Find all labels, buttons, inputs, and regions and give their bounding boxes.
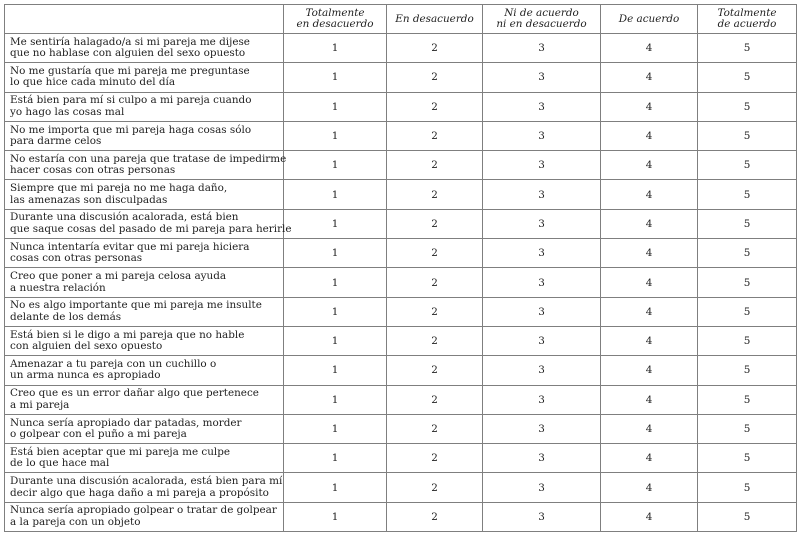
scale-option-2: 2 (387, 209, 483, 238)
item-statement-line: a nuestra relación (10, 281, 106, 294)
scale-option-4: 4 (601, 297, 698, 326)
scale-option-2: 2 (387, 473, 483, 502)
item-statement-line: las amenazas son disculpadas (10, 193, 168, 206)
scale-option-4: 4 (601, 121, 698, 150)
scale-option-1: 1 (284, 297, 387, 326)
scale-option-1: 1 (284, 92, 387, 121)
table-row (5, 151, 797, 180)
scale-option-3: 3 (483, 385, 601, 414)
header-row (5, 5, 797, 34)
column-header-line: Totalmente (305, 7, 365, 19)
item-statement (5, 444, 284, 473)
column-header-4 (601, 5, 698, 34)
scale-option-3: 3 (483, 121, 601, 150)
scale-option-4: 4 (601, 473, 698, 502)
scale-option-4: 4 (601, 385, 698, 414)
item-statement-line: Está bien aceptar que mi pareja me culpe (10, 445, 231, 458)
item-statement (5, 121, 284, 150)
scale-option-3: 3 (483, 444, 601, 473)
scale-option-1: 1 (284, 239, 387, 268)
scale-option-5: 5 (698, 268, 797, 297)
table-body (5, 34, 797, 532)
table-row (5, 473, 797, 502)
scale-option-4: 4 (601, 151, 698, 180)
scale-option-3: 3 (483, 63, 601, 92)
scale-option-5: 5 (698, 502, 797, 531)
scale-option-4: 4 (601, 356, 698, 385)
scale-option-1: 1 (284, 209, 387, 238)
item-statement-line: un arma nunca es apropiado (10, 369, 161, 382)
item-statement-line: delante de los demás (10, 310, 122, 323)
scale-option-1: 1 (284, 473, 387, 502)
scale-option-2: 2 (387, 268, 483, 297)
scale-option-1: 1 (284, 180, 387, 209)
scale-option-2: 2 (387, 121, 483, 150)
table-row (5, 239, 797, 268)
scale-option-3: 3 (483, 326, 601, 355)
item-statement-line: Está bien para mí si culpo a mi pareja cuando (10, 94, 252, 107)
scale-option-4: 4 (601, 92, 698, 121)
scale-option-3: 3 (483, 92, 601, 121)
scale-option-4: 4 (601, 414, 698, 443)
scale-option-1: 1 (284, 414, 387, 443)
scale-option-5: 5 (698, 326, 797, 355)
column-header-line: Ni de acuerdo (504, 7, 579, 19)
table-row (5, 356, 797, 385)
scale-option-2: 2 (387, 444, 483, 473)
scale-option-3: 3 (483, 414, 601, 443)
column-header-line: ni en desacuerdo (496, 18, 587, 30)
item-statement-line: de lo que hace mal (10, 457, 110, 470)
scale-option-4: 4 (601, 209, 698, 238)
table-row (5, 34, 797, 63)
item-statement-line: Creo que poner a mi pareja celosa ayuda (10, 270, 227, 283)
table-row (5, 326, 797, 355)
column-header-1 (284, 5, 387, 34)
column-header-3 (483, 5, 601, 34)
scale-option-5: 5 (698, 239, 797, 268)
scale-option-5: 5 (698, 444, 797, 473)
table-row (5, 444, 797, 473)
item-statement-line: que no hablase con alguien del sexo opuesto (10, 47, 246, 60)
scale-option-4: 4 (601, 326, 698, 355)
column-header-line: En desacuerdo (395, 12, 474, 25)
scale-option-3: 3 (483, 473, 601, 502)
scale-option-2: 2 (387, 180, 483, 209)
item-statement (5, 297, 284, 326)
scale-option-5: 5 (698, 473, 797, 502)
item-statement-line: Creo que es un error dañar algo que pertenece (10, 387, 259, 400)
scale-option-4: 4 (601, 239, 698, 268)
scale-option-2: 2 (387, 356, 483, 385)
item-statement (5, 473, 284, 502)
scale-option-5: 5 (698, 180, 797, 209)
table-row (5, 385, 797, 414)
scale-option-5: 5 (698, 385, 797, 414)
item-statement-line: lo que hice cada minuto del día (10, 76, 176, 89)
item-statement-line: No me importa que mi pareja haga cosas sólo (10, 123, 252, 136)
scale-option-5: 5 (698, 356, 797, 385)
item-statement-line: Nunca intentaría evitar que mi pareja hiciera (10, 240, 250, 253)
table-row (5, 121, 797, 150)
item-statement (5, 326, 284, 355)
scale-option-3: 3 (483, 209, 601, 238)
table-row (5, 92, 797, 121)
scale-option-5: 5 (698, 151, 797, 180)
scale-option-4: 4 (601, 34, 698, 63)
scale-option-1: 1 (284, 385, 387, 414)
table-row (5, 180, 797, 209)
scale-option-4: 4 (601, 268, 698, 297)
item-statement-line: que saque cosas del pasado de mi pareja para herirle (10, 222, 292, 235)
item-statement-line: No es algo importante que mi pareja me insulte (10, 299, 262, 312)
survey-table-container (4, 4, 797, 532)
scale-option-2: 2 (387, 502, 483, 531)
item-statement-line: Me sentiría halagado/a si mi pareja me dijese (10, 35, 250, 48)
scale-option-1: 1 (284, 502, 387, 531)
scale-option-1: 1 (284, 444, 387, 473)
scale-option-2: 2 (387, 297, 483, 326)
scale-option-1: 1 (284, 268, 387, 297)
scale-option-4: 4 (601, 502, 698, 531)
scale-option-5: 5 (698, 34, 797, 63)
item-statement (5, 180, 284, 209)
scale-option-5: 5 (698, 297, 797, 326)
scale-option-3: 3 (483, 356, 601, 385)
scale-option-3: 3 (483, 268, 601, 297)
scale-option-1: 1 (284, 121, 387, 150)
item-statement-line: con alguien del sexo opuesto (10, 340, 163, 353)
item-statement (5, 92, 284, 121)
item-statement-line: a mi pareja (10, 398, 70, 411)
item-statement (5, 34, 284, 63)
scale-option-5: 5 (698, 121, 797, 150)
scale-option-1: 1 (284, 151, 387, 180)
attitudes-survey-table (4, 4, 797, 532)
column-header-line: Totalmente (717, 7, 777, 19)
table-row (5, 297, 797, 326)
item-statement (5, 414, 284, 443)
item-statement (5, 209, 292, 238)
scale-option-4: 4 (601, 180, 698, 209)
item-statement (5, 385, 284, 414)
scale-option-2: 2 (387, 34, 483, 63)
scale-option-2: 2 (387, 92, 483, 121)
item-statement-line: cosas con otras personas (10, 252, 143, 265)
scale-option-2: 2 (387, 63, 483, 92)
scale-option-1: 1 (284, 326, 387, 355)
item-statement-line: No estaría con una pareja que tratase de impedirme (10, 152, 287, 165)
scale-option-1: 1 (284, 63, 387, 92)
item-statement-line: No me gustaría que mi pareja me preguntase (10, 64, 250, 77)
column-header-2 (387, 5, 483, 34)
item-statement (5, 63, 284, 92)
scale-option-2: 2 (387, 151, 483, 180)
scale-option-2: 2 (387, 326, 483, 355)
scale-option-1: 1 (284, 34, 387, 63)
item-statement (5, 356, 284, 385)
table-row (5, 502, 797, 531)
scale-option-2: 2 (387, 239, 483, 268)
item-statement (5, 151, 287, 180)
table-row (5, 209, 797, 238)
item-statement-line: Durante una discusión acalorada, está bien para mí (10, 475, 283, 488)
scale-option-2: 2 (387, 414, 483, 443)
item-statement (5, 268, 284, 297)
item-statement-line: Nunca sería apropiado dar patadas, morder (10, 416, 242, 429)
scale-option-5: 5 (698, 92, 797, 121)
scale-option-1: 1 (284, 356, 387, 385)
item-statement-line: Está bien si le digo a mi pareja que no hable (10, 328, 245, 341)
column-header-line: en desacuerdo (296, 18, 374, 30)
item-statement-line: Siempre que mi pareja no me haga daño, (10, 182, 228, 195)
table-row (5, 63, 797, 92)
item-statement-line: decir algo que haga daño a mi pareja a propósito (10, 486, 269, 499)
item-statement-line: para darme celos (10, 135, 102, 148)
scale-option-3: 3 (483, 151, 601, 180)
scale-option-5: 5 (698, 63, 797, 92)
item-statement-line: hacer cosas con otras personas (10, 164, 176, 177)
scale-option-3: 3 (483, 34, 601, 63)
table-header (5, 5, 797, 34)
scale-option-4: 4 (601, 444, 698, 473)
scale-option-3: 3 (483, 502, 601, 531)
column-header-line: De acuerdo (618, 12, 680, 25)
column-header-5 (698, 5, 797, 34)
item-statement-line: yo hago las cosas mal (10, 105, 125, 118)
item-statement-line: Nunca sería apropiado golpear o tratar de golpear (10, 504, 277, 517)
item-statement-line: o golpear con el puño a mi pareja (10, 428, 187, 440)
scale-option-5: 5 (698, 414, 797, 443)
item-statement-line: Amenazar a tu pareja con un cuchillo o (10, 357, 217, 370)
scale-option-3: 3 (483, 297, 601, 326)
scale-option-3: 3 (483, 239, 601, 268)
scale-option-4: 4 (601, 63, 698, 92)
item-statement (5, 239, 284, 268)
scale-option-2: 2 (387, 385, 483, 414)
item-statement-line: a la pareja con un objeto (10, 515, 141, 528)
scale-option-3: 3 (483, 180, 601, 209)
table-row (5, 268, 797, 297)
item-statement-line: Durante una discusión acalorada, está bien (10, 211, 239, 224)
table-row (5, 414, 797, 443)
scale-option-5: 5 (698, 209, 797, 238)
item-statement (5, 502, 284, 531)
header-corner-cell (5, 5, 284, 34)
column-header-line: de acuerdo (717, 18, 777, 30)
